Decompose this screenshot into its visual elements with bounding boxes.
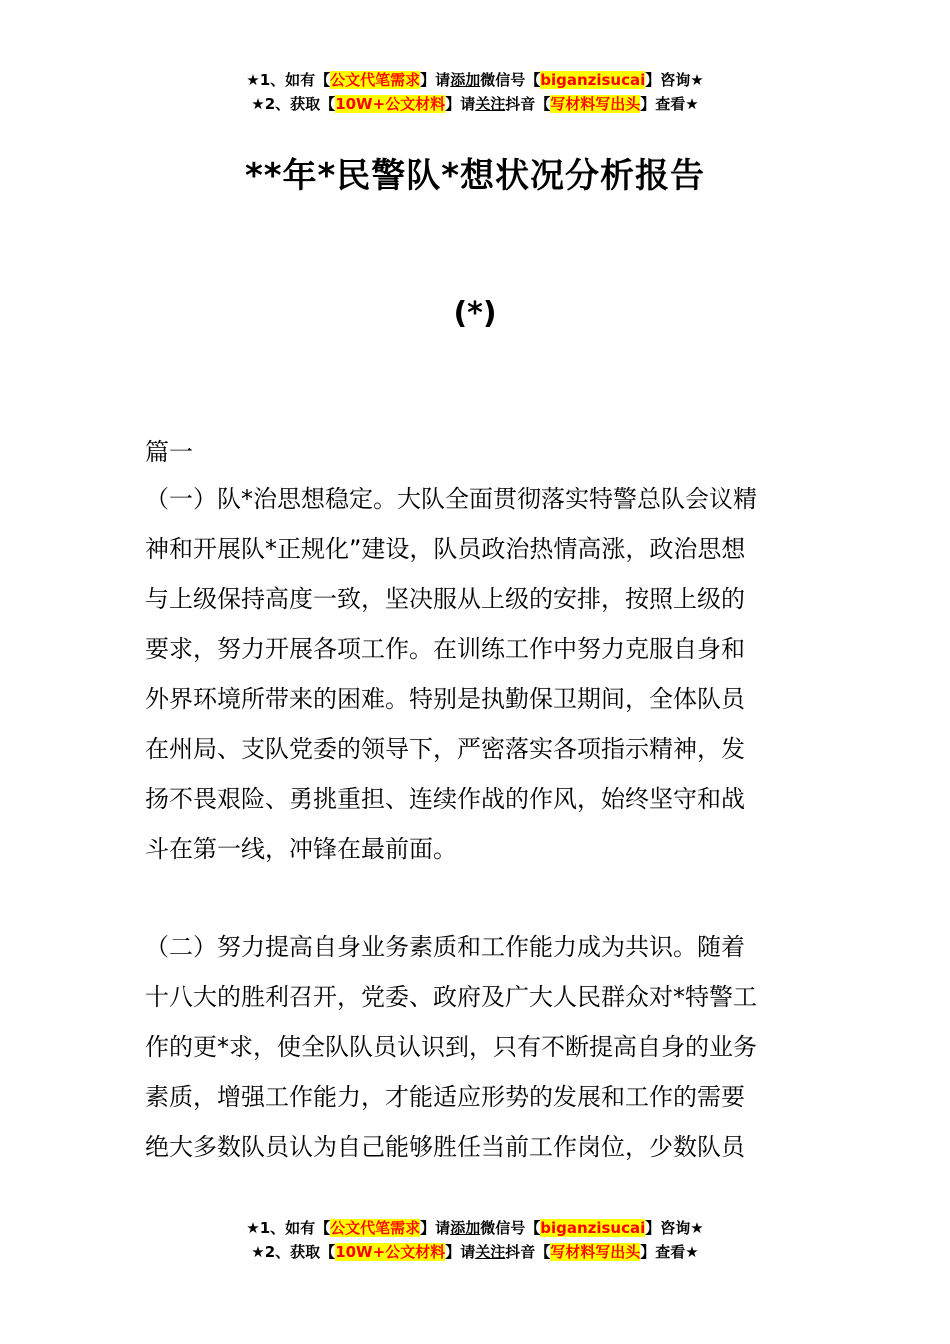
paragraph-1: [145, 474, 815, 874]
document-subtitle: (*): [453, 296, 497, 331]
paragraph-line: （一）队*治思想稳定。大队全面贯彻落实特警总队会议精: [145, 485, 757, 513]
banner-line-1: [0, 1216, 950, 1240]
header-banner: [0, 68, 950, 116]
paragraph-line: 作的更*求，使全队队员认识到，只有不断提高自身的业务: [145, 1033, 757, 1061]
highlighted-text: biganzisucai: [540, 71, 646, 89]
highlighted-text: 公文代笔需求: [330, 1219, 421, 1237]
banner-text: 抖音【: [505, 95, 551, 113]
footer-banner: [0, 1216, 950, 1264]
banner-text: 】咨询★: [645, 1219, 704, 1237]
underlined-text: 关注: [475, 95, 506, 113]
banner-text: ★2、获取【: [251, 1243, 336, 1261]
document-title: **年*民警队*想状况分析报告: [244, 156, 706, 196]
banner-text: 】请: [445, 95, 476, 113]
underlined-text: 添加: [450, 71, 481, 89]
underlined-text: 添加: [450, 1219, 481, 1237]
highlighted-text: 10W+公文材料: [335, 1243, 446, 1261]
paragraph-line: 外界环境所带来的困难。特别是执勤保卫期间，全体队员: [145, 685, 745, 713]
banner-text: 】请: [420, 1219, 451, 1237]
paragraph-line: 扬不畏艰险、勇挑重担、连续作战的作风，始终坚守和战: [145, 785, 745, 813]
banner-line-2: [0, 1240, 950, 1264]
underlined-text: 关注: [475, 1243, 506, 1261]
banner-text: 】查看★: [640, 95, 699, 113]
banner-text: 微信号【: [480, 1219, 541, 1237]
highlighted-text: 写材料写出头: [550, 1243, 641, 1261]
banner-text: 抖音【: [505, 1243, 551, 1261]
paragraph-2: [145, 922, 815, 1172]
banner-text: ★2、获取【: [251, 95, 336, 113]
paragraph-line: 神和开展队*正规化”建设，队员政治热情高涨，政治思想: [145, 535, 746, 563]
banner-text: ★1、如有【: [246, 1219, 331, 1237]
paragraph-line: 绝大多数队员认为自己能够胜任当前工作岗位，少数队员: [145, 1133, 745, 1161]
banner-line-2: [0, 92, 950, 116]
banner-text: 】查看★: [640, 1243, 699, 1261]
highlighted-text: 公文代笔需求: [330, 71, 421, 89]
banner-text: 】请: [420, 71, 451, 89]
paragraph-line: （二）努力提高自身业务素质和工作能力成为共识。随着: [145, 933, 745, 961]
banner-text: 微信号【: [480, 71, 541, 89]
paragraph-line: 要求，努力开展各项工作。在训练工作中努力克服自身和: [145, 635, 745, 663]
paragraph-line: 十八大的胜利召开，党委、政府及广大人民群众对*特警工: [145, 983, 757, 1011]
banner-text: 】咨询★: [645, 71, 704, 89]
highlighted-text: 10W+公文材料: [335, 95, 446, 113]
highlighted-text: biganzisucai: [540, 1219, 646, 1237]
section-label: 篇一: [145, 438, 193, 466]
paragraph-line: 与上级保持高度一致，坚决服从上级的安排，按照上级的: [145, 585, 745, 613]
highlighted-text: 写材料写出头: [550, 95, 641, 113]
banner-text: ★1、如有【: [246, 71, 331, 89]
banner-line-1: [0, 68, 950, 92]
paragraph-line: 在州局、支队党委的领导下，严密落实各项指示精神，发: [145, 735, 745, 763]
paragraph-line: 斗在第一线，冲锋在最前面。: [145, 835, 457, 863]
paragraph-line: 素质，增强工作能力，才能适应形势的发展和工作的需要: [145, 1083, 745, 1111]
banner-text: 】请: [445, 1243, 476, 1261]
